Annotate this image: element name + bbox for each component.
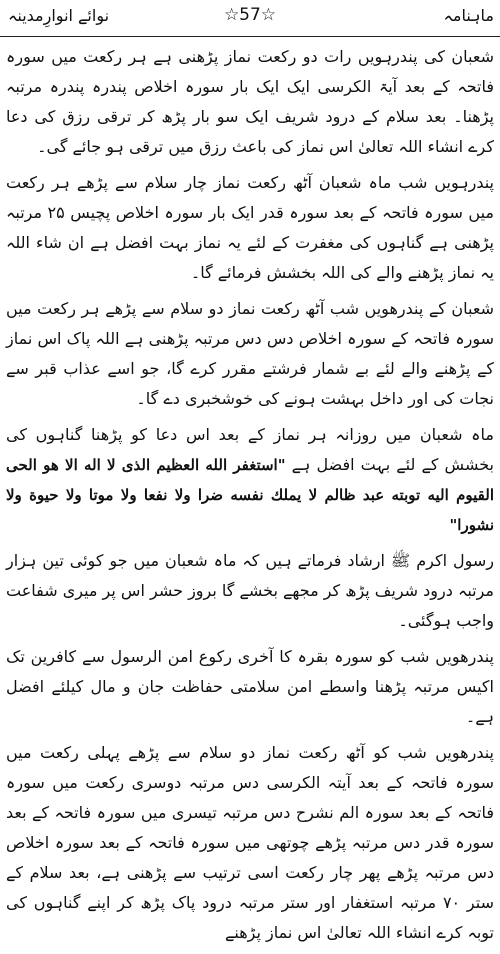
paragraph-2 (6, 168, 494, 288)
article-body (6, 42, 494, 954)
paragraph-1 (6, 42, 494, 162)
paragraph-5 (6, 546, 494, 636)
paragraph-text: شعبان کی پندرہویں رات دو رکعت نماز پڑھنی ہے ہر رکعت میں سورہ فاتحہ کے بعد آیۃ الکرسی ایک ایک بار سورہ اخلاص پندرہ پندرہ مرتبہ پڑھنا۔ بعد سلام کے درود شریف ایک سو بار پڑھ کر ترقی رزق کی دعا کرے انشاء اللہ تعالیٰ اس نماز کی باعث رزق میں ترقی ہو جائے گی۔ (6, 47, 494, 156)
arabic-dua: "استغفر الله العظيم الذى لا اله الا هو الحى القيوم اليه توبته عبد ظالم لا يملك نفسه ضرا ولا نفعا ولا موتا ولا حيوة ولا نشورا" (6, 456, 494, 534)
paragraph-4 (6, 420, 494, 540)
paragraph-text: شعبان کے پندرھویں شب آٹھ رکعت نماز دو سلام سے پڑھے ہر رکعت میں سورہ فاتحہ کے سورہ اخلاص دس دس مرتبہ پڑھنی ہے اللہ پاک اس نماز کے پڑھنے والے لئے بے شمار فرشتے مقرر کرے گا، جو اسے عذاب قبر سے نجات کی اور داخل بہشت ہونے کی خوشخبری دے گا۔ (6, 299, 494, 408)
paragraph-text: پندرہویں شب ماہ شعبان آٹھ رکعت نماز چار سلام سے پڑھے ہر رکعت میں سورہ فاتحہ کے بعد سورہ قدر ایک بار سورہ اخلاص پچیس ۲۵ مرتبہ پڑھنی ہے گناہوں کی مغفرت کے لئے یہ نماز بہت افضل ہے ان شاء اللہ یہ نماز پڑھنے والے کی اللہ بخشش فرمائے گا۔ (6, 173, 495, 282)
magazine-title: نوائے انوارِمدینہ (8, 6, 110, 25)
paragraph-text: پندرھویں شب کو آٹھ رکعت نماز دو سلام سے پڑھے پہلی رکعت میں سورہ فاتحہ کے بعد آیتہ الکرسی دس مرتبہ دوسری رکعت میں سورہ فاتحہ کے بعد سورہ الم نشرح دس مرتبہ تیسری میں سورہ فاتحہ کے بعد سورہ قدر دس مرتبہ پڑھے چوتھی میں سورہ فاتحہ کے بعد سورہ اخلاص دس مرتبہ پڑھے پھر چار رکعت اسی ترتیب سے پڑھنی ہے، بعد سلام کے ستر ۷۰ مرتبہ استغفار اور ستر مرتبہ درود پاک پڑھ کر اپنے گناہوں کی توبہ کرے انشاء اللہ تعالیٰ اس نماز پڑھنے (6, 743, 494, 942)
magazine-label: ماہنامہ (443, 6, 494, 25)
page-number: ☆57☆ (223, 5, 277, 25)
page-header (0, 0, 500, 37)
paragraph-6 (6, 642, 494, 732)
paragraph-text: رسول اکرم ﷺ ارشاد فرماتے ہیں کہ ماہ شعبان میں جو کوئی تین ہزار مرتبہ درود شریف پڑھ کر مجھے بخشے گا بروز حشر اس پر میری شفاعت واجب ہوگئی۔ (6, 551, 494, 630)
paragraph-3 (6, 294, 494, 414)
paragraph-text: ماہ شعبان میں روزانہ ہر نماز کے بعد اس دعا کو پڑھنا گناہوں کی بخشش کے لئے بہت افضل ہے (6, 425, 495, 474)
paragraph-text: پندرھویں شب کو سورہ بقرہ کا آخری رکوع امن الرسول سے کافرین تک اکیس مرتبہ پڑھنا واسطے امن سلامتی حفاظت جان و مال کیلئے افضل ہے۔ (6, 647, 494, 726)
paragraph-7 (6, 738, 494, 948)
